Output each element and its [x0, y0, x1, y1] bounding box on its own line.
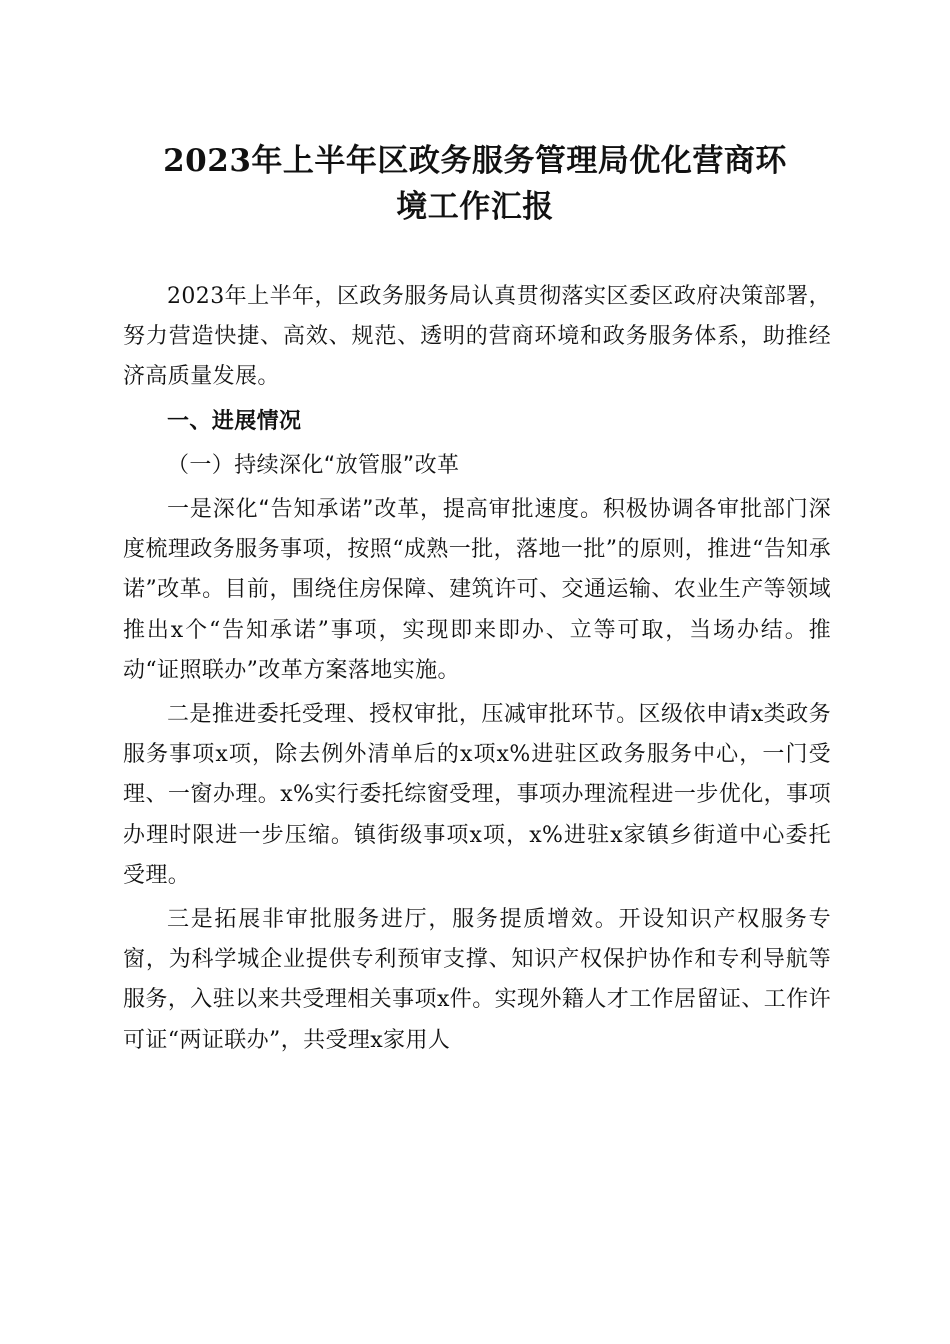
paragraph-non-approval-services	[123, 900, 831, 1061]
paragraph-lead: 二是推进委托受理、授权审批，压减审批环节。	[167, 702, 639, 728]
paragraph-lead: 三是拓展非审批服务进厅，服务提质增效。	[167, 907, 619, 933]
paragraph-notification-commitment	[123, 490, 831, 691]
document-title	[100, 138, 850, 230]
paragraph-text: 积极协调各审批部门深度梳理政务服务事项，按照“成熟一批，落地一批”的原则，推进“告知承诺”改革。目前，围绕住房保障、建筑许可、交通运输、农业生产等领域推出x个“告知承诺”事项，实现即来即办、立等可取，当场办结。推动“证照联办”改革方案落地实施。	[123, 497, 831, 683]
title-line-2: 境工作汇报	[396, 189, 554, 225]
paragraph-text: 区级依申请x类政务服务事项x项，除去例外清单后的x项x%进驻区政务服务中心，一门受理、一窗办理。x%实行委托综窗受理，事项办理流程进一步优化，事项办理时限进一步压缩。镇街级事项x项，x%进驻x家镇乡街道中心委托受理。	[123, 702, 831, 888]
title-line-1: 2023年上半年区政务服务管理局优化营商环	[163, 143, 787, 179]
section-heading-progress: 一、进展情况	[167, 408, 302, 434]
paragraph-text: 开设知识产权服务专窗，为科学城企业提供专利预审支撑、知识产权保护协作和专利导航等服务，入驻以来共受理相关事项x件。实现外籍人才工作居留证、工作许可证“两证联办”，共受理x家用人	[123, 907, 831, 1053]
document-body	[123, 277, 831, 1065]
subsection-heading-reform: （一）持续深化“放管服”改革	[167, 452, 460, 478]
paragraph-entrusted-acceptance	[123, 695, 831, 896]
intro-paragraph: 2023年上半年，区政务服务局认真贯彻落实区委区政府决策部署，努力营造快捷、高效、规范、透明的营商环境和政务服务体系，助推经济高质量发展。	[123, 284, 831, 390]
paragraph-lead: 一是深化“告知承诺”改革，提高审批速度。	[167, 497, 603, 523]
